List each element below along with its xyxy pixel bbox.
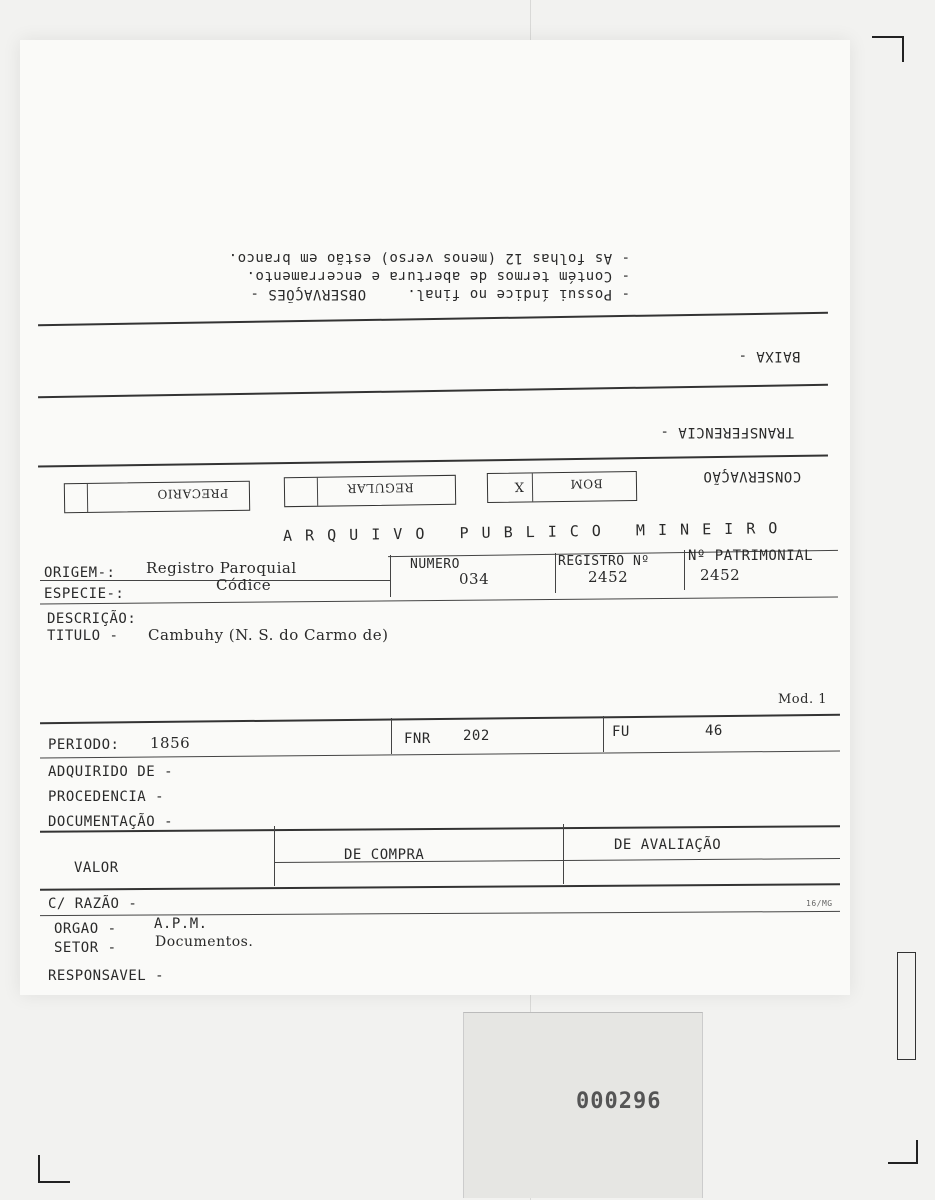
- fnr-value: 202: [463, 728, 490, 744]
- crop-mark-top-right: [872, 36, 904, 62]
- side-tab-mark: [897, 952, 916, 1060]
- checkbox-bom: [487, 471, 637, 503]
- numero-value: 034: [459, 570, 490, 588]
- documentacao-label: DOCUMENTAÇÃO -: [48, 814, 174, 830]
- regular-label: REGULAR: [346, 480, 414, 496]
- origem-value: Registro Paroquial: [146, 559, 297, 577]
- patrimonial-value: 2452: [700, 566, 741, 584]
- periodo-label: PERIODO:: [48, 737, 120, 753]
- titulo-label: TITULO -: [47, 628, 119, 644]
- checkbox-regular: [284, 475, 456, 507]
- form-code: 16/MG: [806, 899, 833, 908]
- especie-value: Códice: [216, 576, 272, 594]
- baixa-label: BAIXA -: [738, 348, 801, 364]
- numero-label: NUMERO: [410, 557, 460, 572]
- patrimonial-label: Nº PATRIMONIAL: [688, 548, 814, 564]
- stamp-number: 000296: [576, 1089, 662, 1114]
- fu-label: FU: [612, 724, 630, 740]
- bom-check-mark: X: [513, 478, 524, 494]
- orgao-label: ORGAO -: [54, 921, 117, 937]
- titulo-value: Cambuhy (N. S. do Carmo de): [148, 626, 389, 644]
- observacoes-line-3: - As folhas 12 (menos verso) estão em branco.: [228, 250, 630, 266]
- archive-title: A R Q U I V O P U B L I C O M I N E I R O: [282, 519, 780, 545]
- sep-registro-patrimonial: [684, 550, 685, 590]
- catalog-card: [20, 40, 850, 995]
- sep-compra-avaliacao: [563, 824, 564, 884]
- crop-mark-bottom-left: [38, 1155, 70, 1183]
- registro-value: 2452: [588, 568, 629, 586]
- de-compra-label: DE COMPRA: [344, 847, 425, 863]
- responsavel-label: RESPONSAVEL -: [48, 968, 165, 984]
- setor-value: Documentos.: [155, 934, 254, 950]
- descricao-label: DESCRIÇÃO:: [47, 611, 137, 627]
- observacoes-line-2: - Contém termos de abertura e encerramento.: [246, 268, 630, 284]
- razao-label: C/ RAZÃO -: [48, 896, 138, 912]
- origem-underline: [40, 580, 390, 581]
- periodo-value: 1856: [150, 734, 191, 752]
- transferencia-label: TRANSFERENCIA -: [660, 424, 794, 440]
- sep-numero-registro: [555, 553, 556, 593]
- procedencia-label: PROCEDENCIA -: [48, 789, 165, 805]
- sep-origem-numero: [390, 555, 391, 597]
- sep-fnr-fu: [603, 716, 604, 752]
- observacoes-line-1: - Possui índice no final.: [406, 286, 630, 302]
- de-avaliacao-label: DE AVALIAÇÃO: [614, 837, 722, 853]
- model-number: Mod. 1: [778, 692, 827, 707]
- checkbox-precario: [64, 481, 250, 514]
- observacoes-block: [228, 240, 820, 302]
- conservacao-label: CONSERVAÇÃO: [703, 468, 802, 484]
- sep-periodo-fnr: [391, 718, 392, 754]
- sep-valor-compra: [274, 826, 275, 886]
- orgao-value: A.P.M.: [154, 916, 208, 932]
- origem-label: ORIGEM-:: [44, 565, 116, 581]
- archive-number-stamp: [463, 1012, 703, 1198]
- adquirido-label: ADQUIRIDO DE -: [48, 764, 174, 780]
- observacoes-label: OBSERVAÇÕES -: [250, 286, 367, 302]
- fnr-label: FNR: [404, 731, 431, 747]
- especie-label: ESPECIE-:: [44, 586, 125, 602]
- crop-mark-bottom-right: [888, 1140, 918, 1164]
- registro-label: REGISTRO Nº: [558, 554, 650, 569]
- setor-label: SETOR -: [54, 940, 117, 956]
- bom-label: BOM: [569, 476, 603, 491]
- valor-label: VALOR: [74, 860, 119, 876]
- fu-value: 46: [705, 723, 723, 739]
- precario-label: PRECARIO: [156, 486, 229, 501]
